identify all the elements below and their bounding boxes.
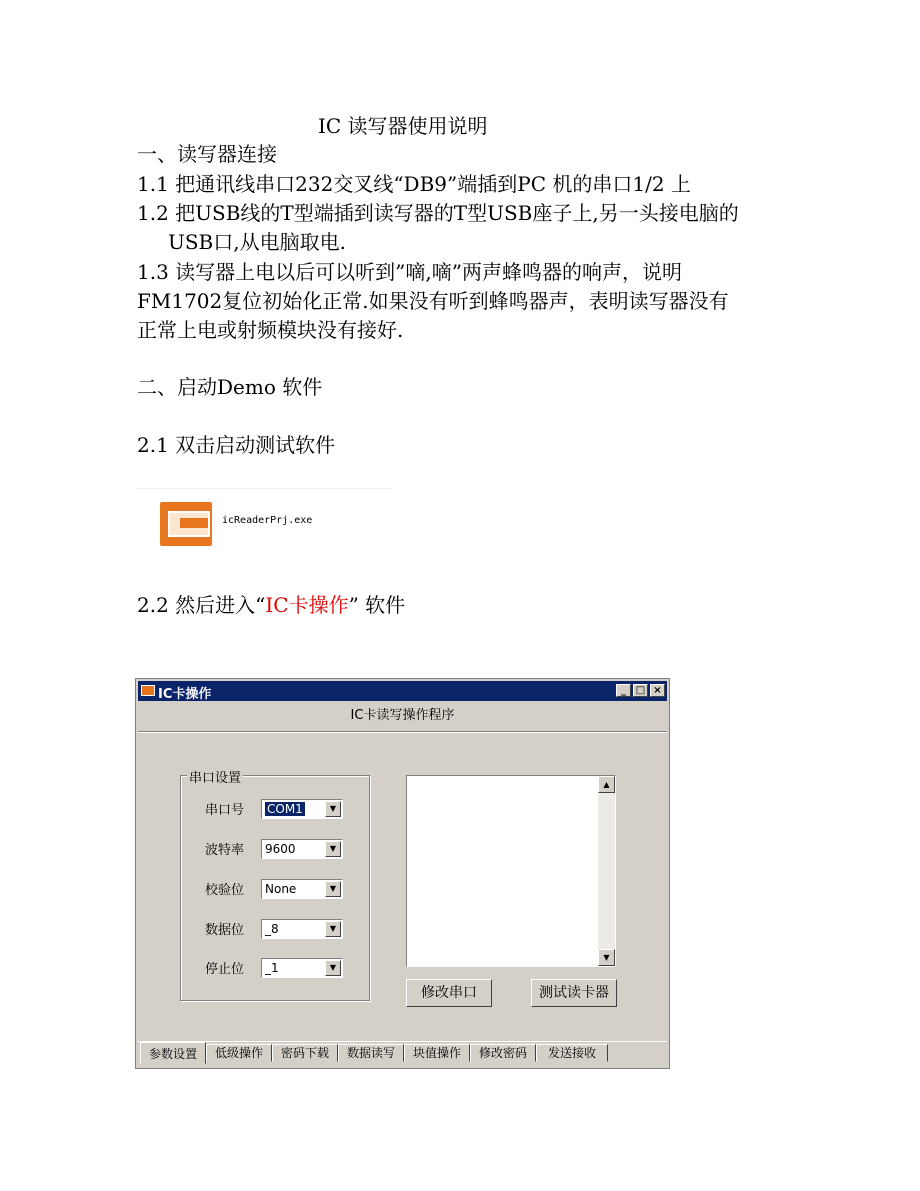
baud-value: 9600 (265, 842, 296, 856)
para-2-2-prefix: 2.2 然后进入“ (137, 593, 266, 617)
databits-select[interactable] (261, 919, 343, 939)
chevron-down-icon[interactable]: ▼ (325, 960, 341, 976)
tab-key-download[interactable]: 密码下载 (272, 1044, 338, 1062)
para-2-1: 2.1 双击启动测试软件 (137, 433, 336, 457)
para-1-2-line2: USB口,从电脑取电. (168, 230, 346, 254)
parity-select[interactable] (261, 879, 343, 899)
serial-settings-group (180, 771, 370, 1001)
stopbits-select[interactable] (261, 958, 343, 978)
title-bar[interactable] (138, 681, 667, 701)
para-1-3-line1: 1.3 读写器上电以后可以听到”嘀,嘀”两声蜂鸣器的响声，说明 (137, 260, 682, 284)
chevron-down-icon[interactable]: ▼ (325, 801, 341, 817)
ic-card-window (135, 678, 670, 1069)
close-button[interactable]: × (650, 684, 665, 697)
output-listbox[interactable] (406, 775, 616, 967)
section2-heading: 二、启动Demo 软件 (137, 375, 323, 399)
minimize-button[interactable]: _ (616, 684, 631, 697)
serial-settings-label: 串口设置 (187, 767, 243, 786)
para-1-1: 1.1 把通讯线串口232交叉线“DB9”端插到PC 机的串口1/2 上 (137, 172, 691, 196)
chevron-down-icon[interactable]: ▼ (325, 881, 341, 897)
para-2-2 (137, 591, 405, 619)
section1-heading: 一、读写器连接 (137, 142, 277, 166)
maximize-button[interactable]: □ (633, 684, 648, 697)
tab-change-key[interactable]: 修改密码 (470, 1044, 536, 1062)
app-exe-icon (160, 502, 212, 546)
databits-value: _8 (265, 922, 279, 936)
chevron-down-icon[interactable]: ▼ (325, 921, 341, 937)
parity-label: 校验位 (205, 883, 245, 898)
baud-select[interactable] (261, 839, 343, 859)
modify-port-button[interactable]: 修改串口 (406, 979, 492, 1007)
parity-value: None (265, 882, 297, 896)
stopbits-value: _1 (265, 961, 279, 975)
doc-title: IC 读写器使用说明 (318, 114, 488, 138)
exe-file-name: icReaderPrj.exe (222, 515, 313, 526)
chevron-down-icon[interactable]: ▼ (325, 841, 341, 857)
exe-file-item[interactable] (136, 488, 392, 551)
databits-label: 数据位 (205, 923, 245, 938)
scroll-down-icon[interactable]: ▼ (598, 949, 615, 966)
para-2-2-highlight: IC卡操作 (265, 593, 349, 617)
port-label: 串口号 (205, 803, 245, 818)
window-app-icon (141, 685, 155, 696)
port-value: COM1 (267, 802, 303, 816)
tab-low-level[interactable]: 低级操作 (206, 1044, 272, 1062)
baud-label: 波特率 (205, 843, 245, 858)
para-2-2-suffix: ” 软件 (348, 593, 406, 617)
program-header: IC卡读写操作程序 (138, 703, 667, 732)
scroll-up-icon[interactable]: ▲ (598, 776, 615, 793)
para-1-3-line2: FM1702复位初始化正常.如果没有听到蜂鸣器声，表明读写器没有 (137, 289, 729, 313)
vertical-scrollbar[interactable] (598, 776, 615, 966)
port-select[interactable] (261, 799, 343, 819)
tab-divider (138, 1041, 667, 1042)
tab-value-block[interactable]: 块值操作 (404, 1044, 470, 1062)
para-1-3-line3: 正常上电或射频模块没有接好. (137, 318, 404, 342)
window-title: IC卡操作 (158, 687, 212, 702)
para-1-2-line1: 1.2 把USB线的T型端插到读写器的T型USB座子上,另一头接电脑的 (137, 201, 739, 225)
test-reader-button[interactable]: 测试读卡器 (531, 979, 617, 1007)
tab-params[interactable]: 参数设置 (140, 1042, 206, 1064)
stopbits-label: 停止位 (205, 962, 245, 977)
tab-data-rw[interactable]: 数据读写 (338, 1044, 404, 1062)
tab-send-receive[interactable]: 发送接收 (536, 1044, 608, 1062)
